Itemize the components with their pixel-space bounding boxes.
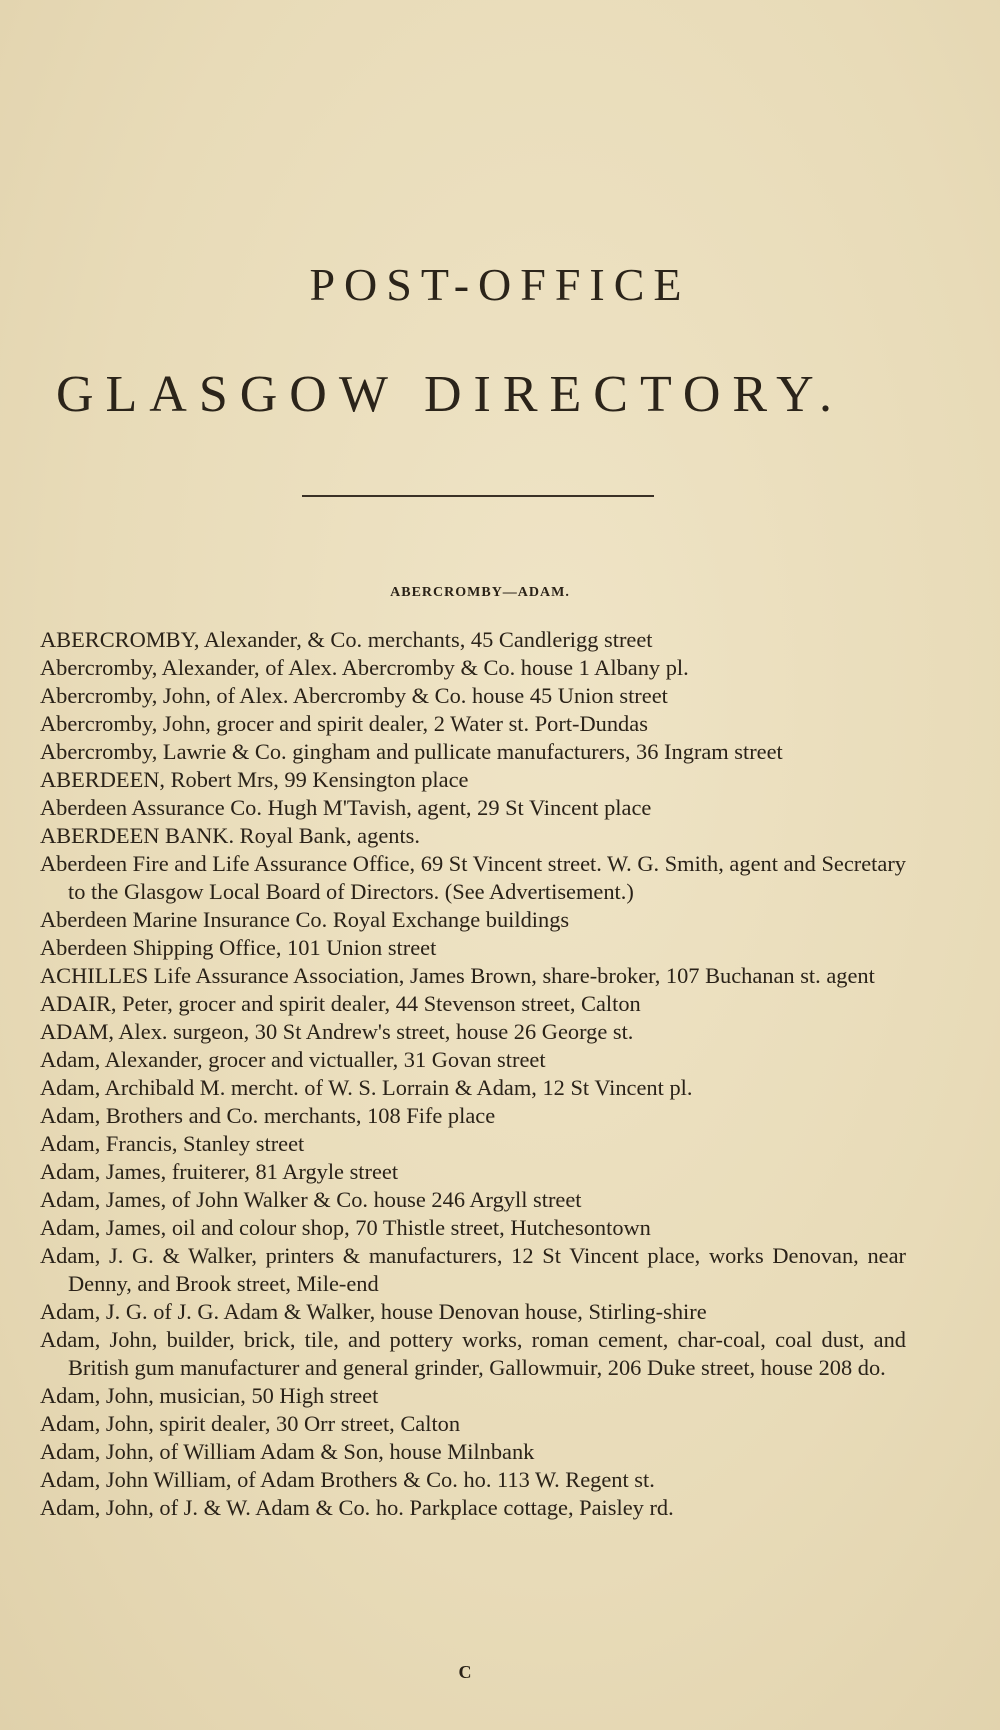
- entry: Aberdeen Shipping Office, 101 Union street: [40, 935, 437, 960]
- entry: Adam, John, of J. & W. Adam & Co. ho. Parkplace cottage, Paisley rd.: [40, 1495, 674, 1520]
- entry: ABERDEEN BANK. Royal Bank, agents.: [40, 823, 420, 848]
- entry: ABERDEEN, Robert Mrs, 99 Kensington place: [40, 767, 469, 792]
- entry: ADAIR, Peter, grocer and spirit dealer, 44 Stevenson street, Calton: [40, 991, 641, 1016]
- entry: Abercromby, John, of Alex. Abercromby & Co. house 45 Union street: [40, 683, 668, 708]
- entry: Adam, Brothers and Co. merchants, 108 Fife place: [40, 1103, 496, 1128]
- entry: Adam, James, oil and colour shop, 70 Thistle street, Hutchesontown: [40, 1215, 651, 1240]
- title-rule-divider: [302, 495, 654, 497]
- entry: Abercromby, Lawrie & Co. gingham and pullicate manufacturers, 36 Ingram street: [40, 739, 783, 764]
- entry: Adam, J. G. & Walker, printers & manufacturers, 12 St Vincent place, works Denovan, near Denny, and Brook street, Mile-end: [40, 1243, 906, 1296]
- title-glasgow-directory: GLASGOW DIRECTORY.: [55, 366, 845, 423]
- entry: Adam, Francis, Stanley street: [40, 1131, 305, 1156]
- entry: Adam, Alexander, grocer and victualler, 31 Govan street: [40, 1047, 546, 1072]
- entry: Aberdeen Marine Insurance Co. Royal Exchange buildings: [40, 907, 570, 932]
- entry: ACHILLES Life Assurance Association, James Brown, share-broker, 107 Buchanan st. agent: [40, 963, 875, 988]
- section-heading: ABERCROMBY—ADAM.: [390, 585, 570, 600]
- entry: Adam, James, fruiterer, 81 Argyle street: [40, 1159, 399, 1184]
- entry: Adam, John William, of Adam Brothers & Co. ho. 113 W. Regent st.: [40, 1467, 655, 1492]
- entry: Adam, John, builder, brick, tile, and pottery works, roman cement, char-coal, coal dust, and British gum manufacturer and general grinder, Gallowmuir, 206 Duke street, house 208 do.: [40, 1327, 906, 1380]
- entry: ABERCROMBY, Alexander, & Co. merchants, 45 Candlerigg street: [40, 627, 653, 652]
- entry: Adam, John, spirit dealer, 30 Orr street, Calton: [40, 1411, 461, 1436]
- entry: Aberdeen Assurance Co. Hugh M'Tavish, agent, 29 St Vincent place: [40, 795, 652, 820]
- entry: Abercromby, Alexander, of Alex. Abercromby & Co. house 1 Albany pl.: [40, 655, 689, 680]
- entry: Adam, James, of John Walker & Co. house 246 Argyll street: [40, 1187, 582, 1212]
- title-post-office: POST-OFFICE: [309, 259, 691, 310]
- entry: Adam, John, musician, 50 High street: [40, 1383, 379, 1408]
- entry: Adam, John, of William Adam & Son, house Milnbank: [40, 1439, 535, 1464]
- signature-mark: C: [458, 1662, 472, 1682]
- entry: Abercromby, John, grocer and spirit dealer, 2 Water st. Port-Dundas: [40, 711, 648, 736]
- entry: Aberdeen Fire and Life Assurance Office, 69 St Vincent street. W. G. Smith, agent and Secretary to the Glasgow Local Board of Directors. (See Advertisement.): [40, 851, 906, 904]
- directory-entries: [40, 626, 906, 1522]
- entry: ADAM, Alex. surgeon, 30 St Andrew's street, house 26 George st.: [40, 1019, 634, 1044]
- entry: Adam, J. G. of J. G. Adam & Walker, house Denovan house, Stirling-shire: [40, 1299, 707, 1324]
- entry: Adam, Archibald M. mercht. of W. S. Lorrain & Adam, 12 St Vincent pl.: [40, 1075, 693, 1100]
